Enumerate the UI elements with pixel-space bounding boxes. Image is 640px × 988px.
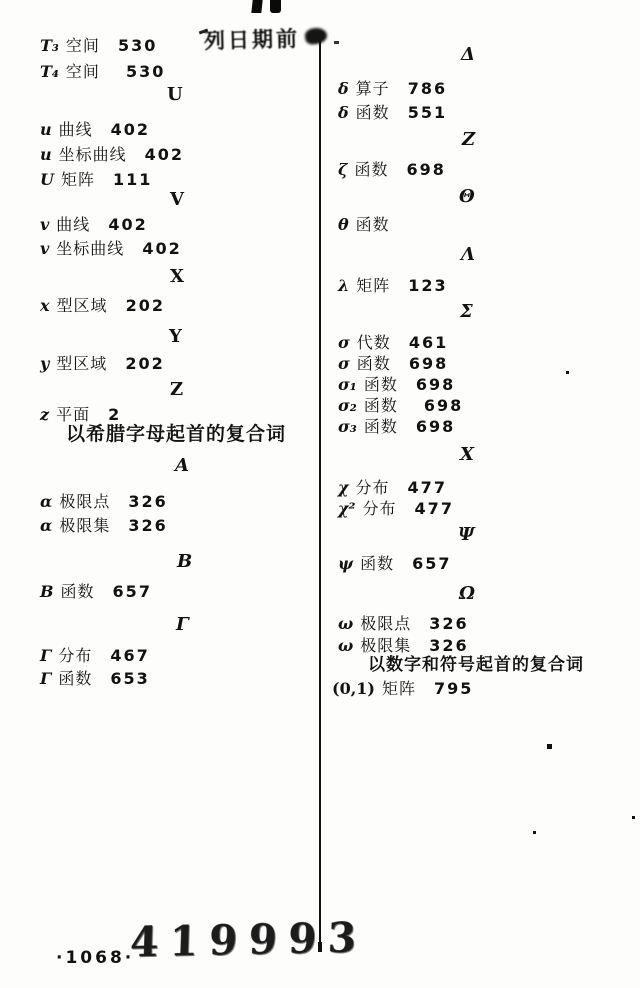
entry-page: 657 (112, 582, 152, 601)
entry-text: 函数 (354, 160, 389, 179)
index-entry (338, 556, 451, 572)
letter-heading: U (167, 84, 183, 105)
index-entry (332, 681, 473, 697)
entry-symbol: Γ (40, 669, 52, 688)
entry-page: 653 (110, 669, 150, 688)
letter-heading: Θ (459, 186, 475, 207)
column-divider (319, 40, 321, 948)
entry-page: 795 (434, 679, 474, 698)
letter-heading: X (170, 266, 184, 287)
index-entry (40, 671, 150, 687)
scan-speck (547, 744, 552, 749)
entry-page: 2 (108, 405, 122, 424)
letter-heading: Γ (176, 614, 189, 635)
entry-symbol: z (40, 405, 50, 424)
entry-symbol: α (40, 492, 53, 511)
entry-symbol: θ (338, 215, 349, 234)
index-entry (338, 217, 408, 233)
entry-text: 函数 (363, 375, 398, 394)
entry-page: 698 (415, 417, 456, 436)
letter-heading: B (177, 551, 193, 572)
index-entry (338, 398, 463, 414)
index-entry (338, 638, 469, 654)
entry-page: 326 (128, 516, 168, 535)
entry-symbol: T₄ (40, 62, 59, 81)
entry-text: 矩阵 (381, 679, 416, 698)
entry-text: 型区域 (56, 296, 108, 315)
letter-heading: Y (169, 326, 182, 347)
index-entry (338, 81, 447, 97)
entry-text: 空间 (65, 36, 100, 55)
entry-page: 551 (407, 103, 448, 122)
entry-text: 极限集 (59, 516, 111, 535)
letter-heading: A (175, 455, 189, 476)
page-number: ·1068· (56, 948, 135, 968)
entry-symbol: ψ (338, 554, 354, 573)
entry-text: 函数 (355, 103, 390, 122)
entry-symbol: v (40, 215, 50, 234)
index-entry (338, 616, 469, 632)
entry-symbol: B (40, 582, 54, 601)
entry-symbol: δ (338, 103, 349, 122)
entry-page: 202 (125, 296, 165, 315)
letter-heading: Ψ (458, 524, 475, 545)
section-heading: 以希腊字母起首的复合词 (66, 423, 287, 445)
entry-page: 530 (117, 36, 158, 55)
entry-symbol: σ (338, 333, 350, 352)
entry-symbol: ζ (338, 160, 348, 179)
entry-text: 函数 (355, 215, 390, 234)
index-entry (40, 217, 148, 233)
entry-symbol: σ₁ (338, 375, 357, 394)
index-entry (338, 278, 448, 294)
letter-heading: Z (462, 129, 476, 150)
entry-page: 202 (125, 354, 165, 373)
entry-symbol: Γ (40, 646, 52, 665)
entry-page: 698 (408, 354, 449, 373)
entry-symbol: U (40, 170, 54, 189)
scan-speck (632, 816, 635, 819)
entry-page: 461 (408, 333, 449, 352)
entry-symbol: x (40, 296, 50, 315)
index-entry (40, 648, 150, 664)
entry-page: 402 (144, 145, 185, 164)
entry-page: 467 (110, 646, 150, 665)
index-entry (338, 105, 447, 121)
entry-page: 530 (125, 62, 166, 81)
entry-symbol: λ (338, 276, 350, 295)
entry-text: 型区域 (56, 354, 108, 373)
entry-symbol: δ (338, 79, 349, 98)
letter-heading: X (460, 444, 474, 465)
entry-text: 算子 (355, 79, 390, 98)
entry-symbol: y (40, 354, 50, 373)
entry-page: 786 (407, 79, 448, 98)
letter-heading: Ω (459, 583, 476, 604)
entry-text: 函数 (60, 582, 95, 601)
entry-page: 326 (429, 614, 469, 633)
entry-symbol: χ (338, 478, 349, 497)
entry-page: 402 (108, 215, 148, 234)
letter-heading: Δ (461, 44, 475, 65)
entry-text: 矩阵 (356, 276, 391, 295)
entry-text: 矩阵 (60, 170, 95, 189)
entry-page: 477 (414, 499, 454, 518)
index-entry (40, 241, 182, 257)
index-entry (40, 356, 165, 372)
entry-text: 空间 (65, 62, 100, 81)
entry-symbol: χ² (338, 499, 356, 518)
entry-text: 坐标曲线 (58, 145, 127, 164)
entry-page: 111 (112, 170, 153, 189)
entry-page: 326 (128, 492, 168, 511)
entry-text: 代数 (356, 333, 391, 352)
ink-mark (251, 0, 262, 13)
entry-text: 曲线 (56, 215, 91, 234)
due-date-stamp-smudge: 列日期前 (203, 26, 301, 54)
entry-text: 函数 (356, 354, 391, 373)
entry-symbol: α (40, 516, 53, 535)
index-entry (338, 335, 448, 351)
entry-text: 极限点 (360, 614, 412, 633)
scan-speck (533, 831, 536, 834)
index-entry (40, 407, 121, 423)
index-entry (40, 298, 165, 314)
index-entry (338, 419, 455, 435)
scan-speck (566, 371, 569, 374)
index-entry (40, 518, 168, 534)
entry-symbol: (0,1) (332, 679, 375, 698)
ink-mark (270, 0, 281, 13)
entry-page: 326 (429, 636, 469, 655)
index-entry (338, 356, 448, 372)
entry-text: 分布 (58, 646, 93, 665)
entry-text: 分布 (362, 499, 397, 518)
letter-heading: Λ (461, 244, 475, 265)
index-entry (338, 162, 446, 178)
index-entry (40, 64, 165, 80)
entry-text: 函数 (360, 554, 395, 573)
entry-page: 698 (406, 160, 446, 179)
entry-text: 极限集 (360, 636, 412, 655)
entry-symbol: σ (338, 354, 350, 373)
entry-text: 分布 (355, 478, 390, 497)
entry-page: 477 (407, 478, 447, 497)
section-heading: 以数字和符号起首的复合词 (368, 655, 584, 675)
index-entry (338, 501, 454, 517)
entry-text: 坐标曲线 (56, 239, 125, 258)
entry-page: 402 (110, 120, 151, 139)
entry-text: 极限点 (59, 492, 111, 511)
index-entry (338, 480, 447, 496)
accession-number-stamp: 419993 (129, 913, 368, 967)
ink-mark (334, 41, 339, 44)
entry-text: 平面 (56, 405, 91, 424)
entry-page: 402 (142, 239, 182, 258)
entry-text: 曲线 (58, 120, 93, 139)
ink-smudge (304, 27, 328, 46)
entry-symbol: v (40, 239, 50, 258)
entry-page: 698 (423, 396, 464, 415)
letter-heading: V (170, 189, 184, 210)
index-entry (40, 172, 152, 188)
entry-symbol: T₃ (40, 36, 59, 55)
letter-heading: Σ (460, 301, 473, 322)
cut-off-character (246, 0, 290, 13)
letter-heading: Z (170, 379, 184, 400)
index-entry (338, 377, 455, 393)
entry-symbol: σ₂ (338, 396, 357, 415)
entry-page: 698 (415, 375, 456, 394)
entry-symbol: u (40, 145, 52, 164)
index-entry (40, 494, 168, 510)
index-entry (40, 584, 152, 600)
index-entry (40, 122, 150, 138)
entry-page: 123 (408, 276, 448, 295)
entry-symbol: σ₃ (338, 417, 357, 436)
entry-symbol: ω (338, 636, 354, 655)
index-entry (40, 147, 184, 163)
entry-text: 函数 (363, 396, 398, 415)
entry-text: 函数 (58, 669, 93, 688)
entry-symbol: ω (338, 614, 354, 633)
index-entry (40, 38, 157, 54)
entry-text: 函数 (363, 417, 398, 436)
entry-page: 657 (412, 554, 452, 573)
entry-symbol: u (40, 120, 52, 139)
